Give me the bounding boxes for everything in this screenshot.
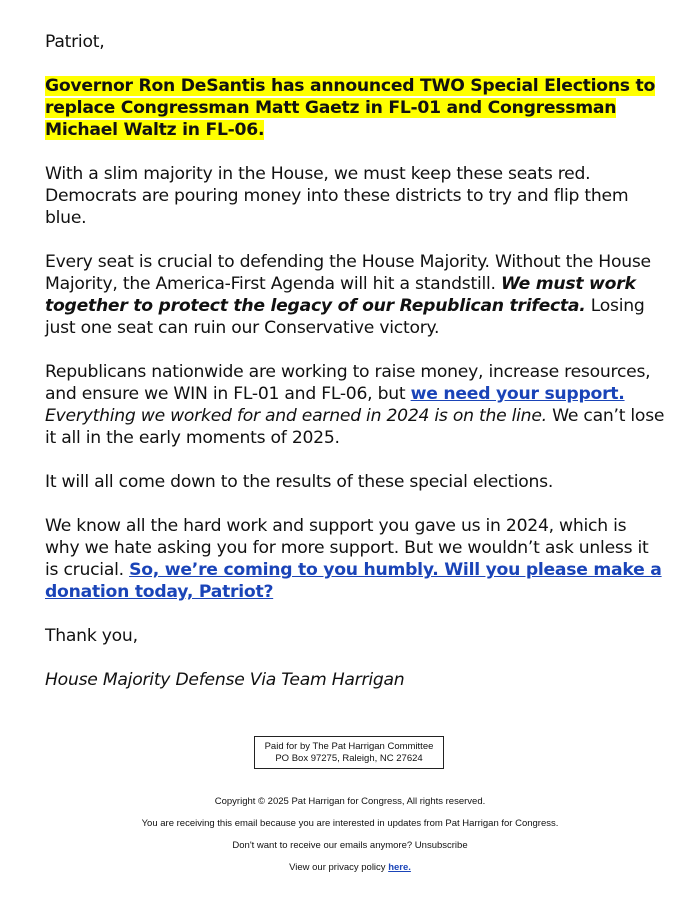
- support-link[interactable]: we need your support.: [410, 384, 625, 404]
- paragraph-results: It will all come down to the results of these special elections.: [45, 472, 554, 492]
- paid-for-address: PO Box 97275, Raleigh, NC 27624: [275, 753, 423, 764]
- paragraph-hard-work: [45, 515, 665, 603]
- paragraph-text: Every seat is crucial to defending the House Majority. Without the House Majority, the America-First Agenda will hit a standstill.: [45, 252, 651, 294]
- paid-for-line: Paid for by The Pat Harrigan Committee: [264, 741, 434, 752]
- copyright-line: Copyright © 2025 Pat Harrigan for Congress, All rights reserved.: [214, 796, 486, 807]
- unsubscribe-text: Don't want to receive our emails anymore?: [232, 840, 415, 851]
- paragraph-every-seat: [45, 251, 665, 339]
- italic-emphasis: Everything we worked for and earned in 2024 is on the line.: [45, 406, 547, 426]
- privacy-policy-link[interactable]: here.: [388, 862, 411, 873]
- paragraph-text: We can’t lose it all in the early moments of 2025.: [45, 406, 665, 448]
- headline-paragraph: [45, 75, 665, 141]
- paragraph-nationwide: [45, 361, 665, 449]
- paragraph-slim-majority: With a slim majority in the House, we must keep these seats red. Democrats are pouring money into these districts to try and flip them blue.: [45, 164, 629, 228]
- closing: Thank you,: [45, 626, 138, 646]
- greeting: Patriot,: [45, 32, 105, 52]
- donate-link[interactable]: So, we’re coming to you humbly. Will you please make a donation today, Patriot?: [45, 560, 662, 602]
- receiving-notice: You are receiving this email because you are interested in updates from Pat Harrigan for Congress.: [141, 818, 559, 829]
- privacy-text: View our privacy policy: [289, 862, 389, 873]
- unsubscribe-link[interactable]: Unsubscribe: [414, 840, 468, 851]
- bold-italic-emphasis: We must work together to protect the legacy of our Republican trifecta.: [45, 274, 636, 316]
- paragraph-text: Republicans nationwide are working to raise money, increase resources, and ensure we WIN in FL-01 and FL-06, but: [45, 362, 651, 404]
- paragraph-text: Losing just one seat can ruin our Conservative victory.: [45, 296, 645, 338]
- paragraph-text: We know all the hard work and support you gave us in 2024, which is why we hate asking you for more support. But we wouldn’t ask unless it is crucial.: [45, 516, 649, 580]
- paid-for-disclaimer: [254, 736, 444, 769]
- privacy-line: [0, 862, 700, 873]
- signature: House Majority Defense Via Team Harrigan: [45, 670, 405, 690]
- highlighted-headline: Governor Ron DeSantis has announced TWO Special Elections to replace Congressman Matt Gaetz in FL-01 and Congressman Michael Waltz in FL-06.: [45, 76, 656, 140]
- email-body: [45, 31, 665, 713]
- unsubscribe-line: [0, 840, 700, 851]
